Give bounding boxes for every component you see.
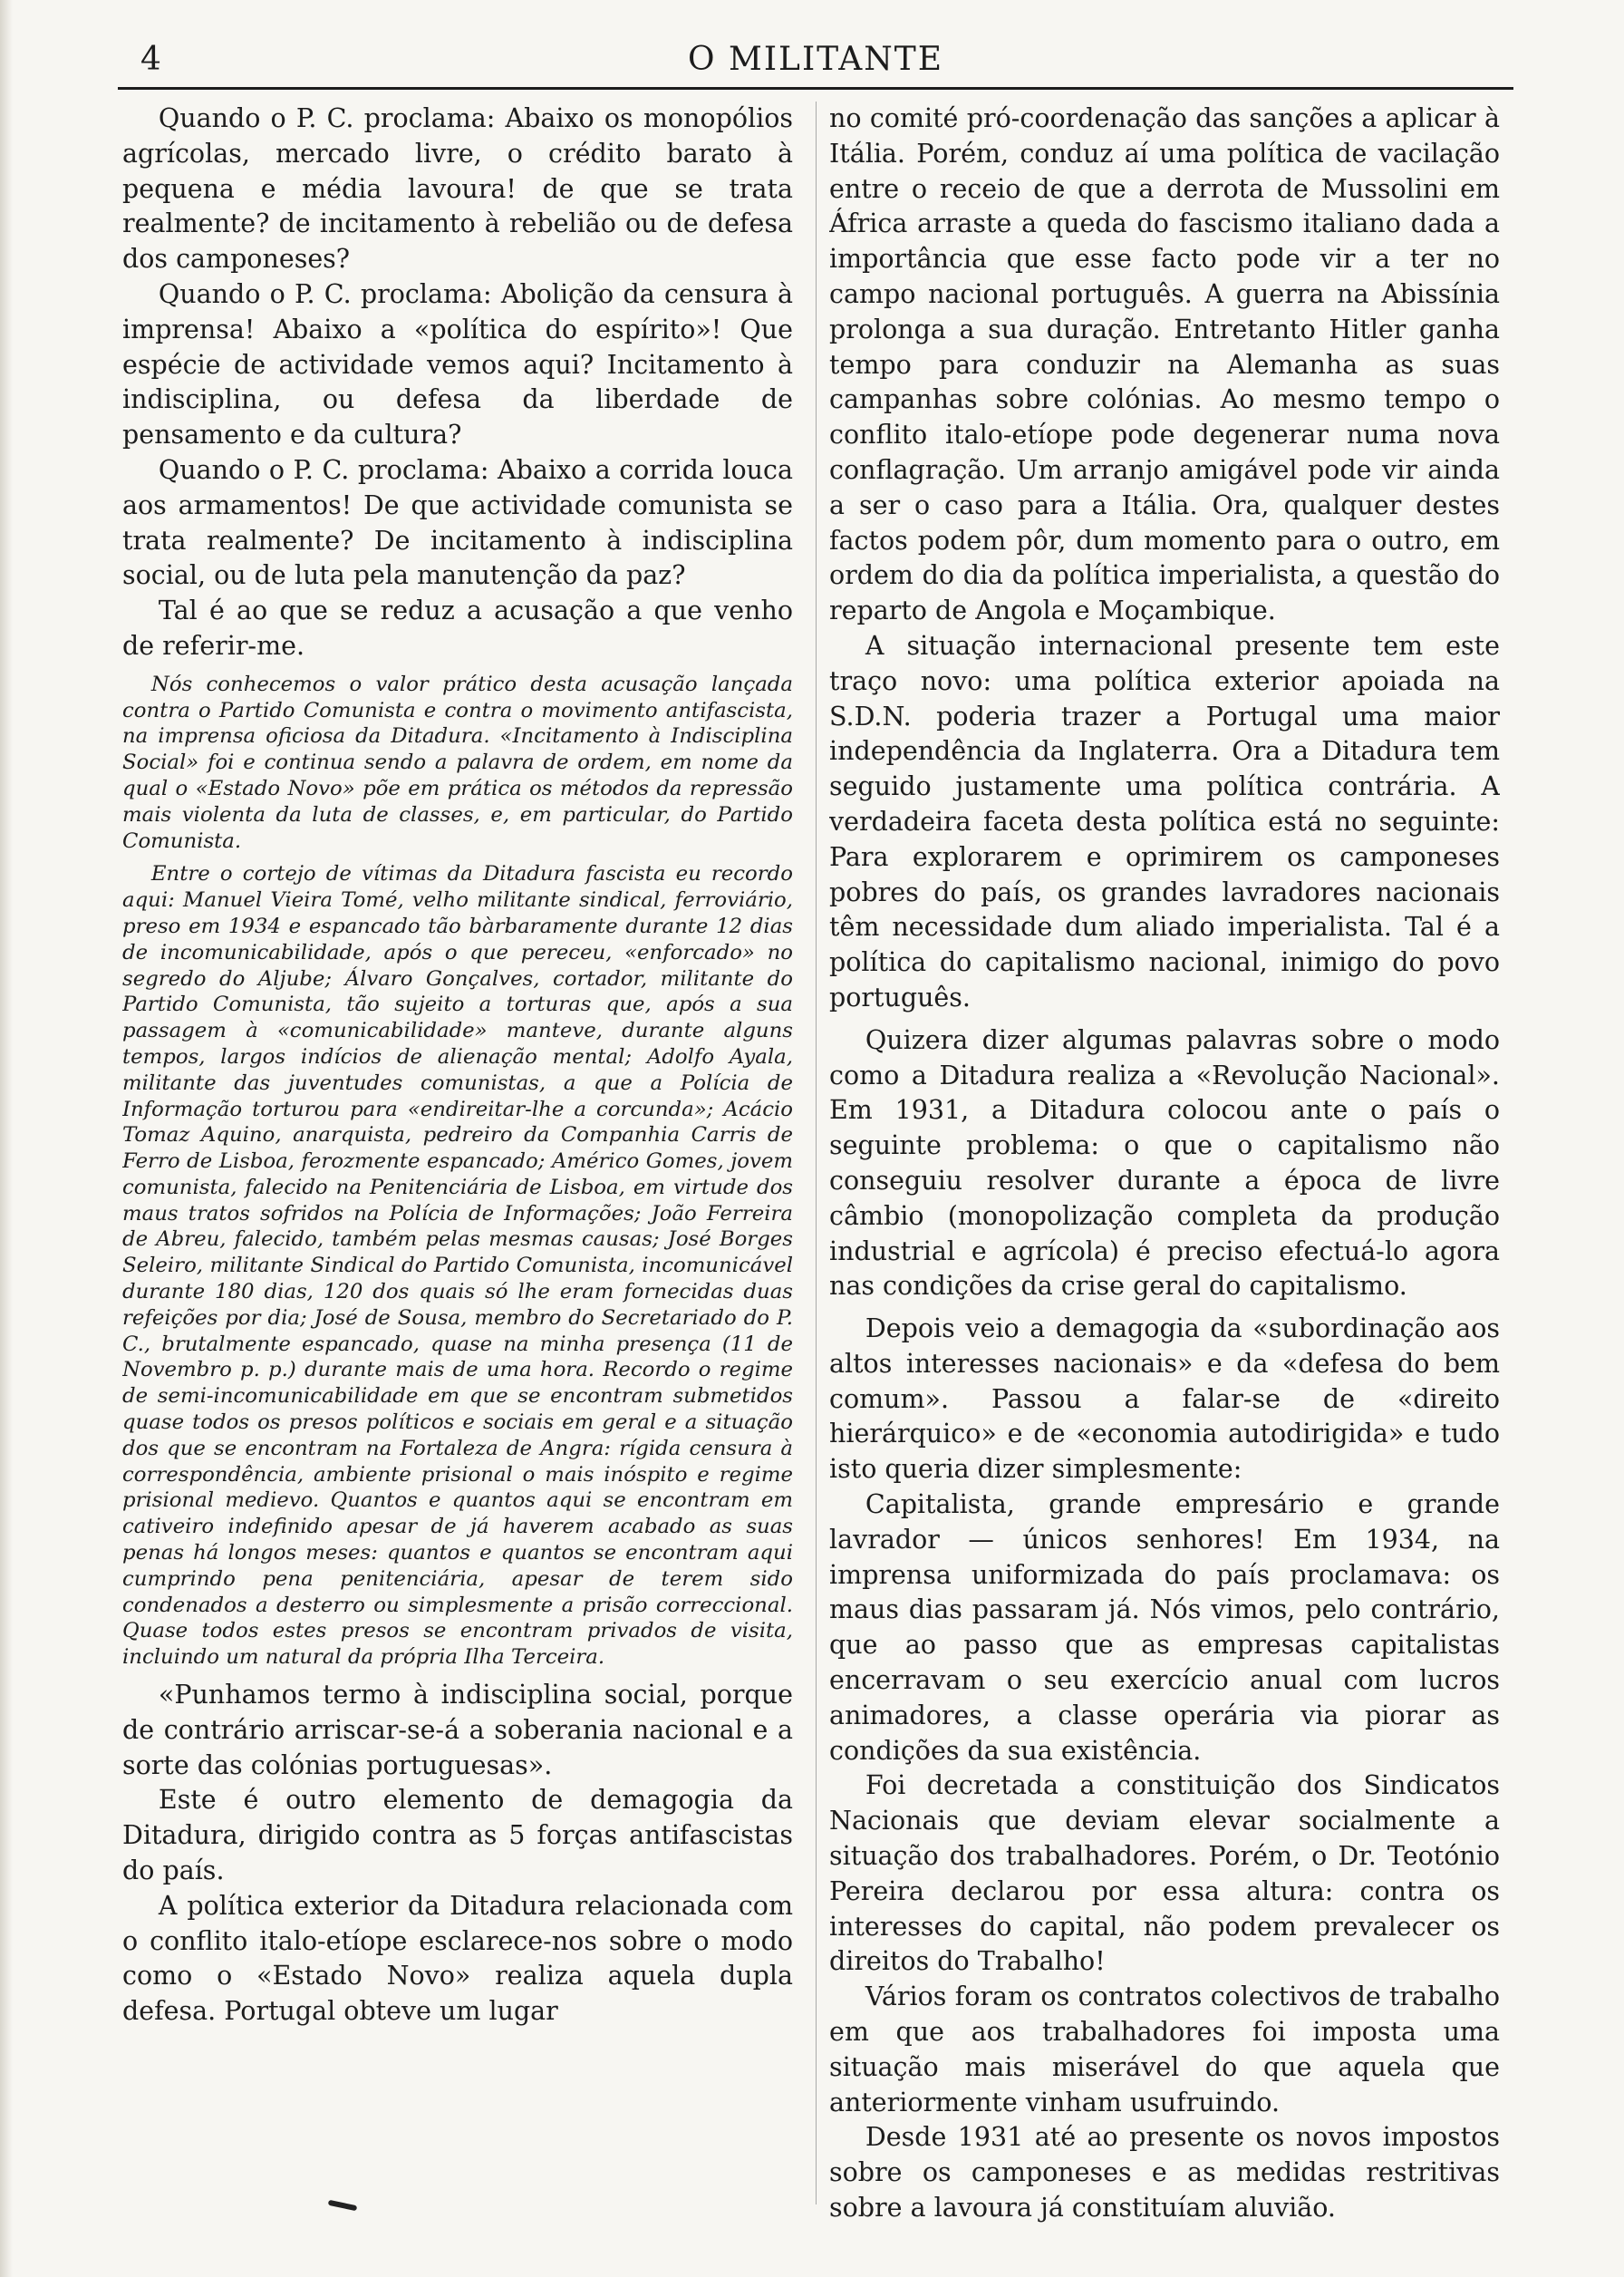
paragraph: A situação internacional presente tem este traço novo: uma política exterior apoiada na S.D.N. poderia trazer a Portugal uma maior independência da Inglaterra. Ora a Ditadura tem seguido justamente uma política contrária. A verdadeira faceta desta política está no seguinte: Para explorarem e oprimirem os camponeses pobres do país, os grandes lavradores nacionais têm necessidade dum aliado imperialista. Tal é a política do capitalismo nacional, inimigo do povo português.	[829, 630, 1500, 1013]
paragraph: Quizera dizer algumas palavras sobre o modo como a Ditadura realiza a «Revolução Nacional». Em 1931, a Ditadura colocou ante o país o seguinte problema: o que o capitalismo não conseguiu resolver durante a época de livre câmbio (monopolização completa da produção industrial e agrícola) é preciso efectuá-lo agora nas condições da crise geral do capitalismo.	[829, 1024, 1500, 1302]
paragraph: «Punhamos termo à indisciplina social, porque de contrário arriscar-se-á a soberania nacional e a sorte das colónias portuguesas».	[122, 1680, 793, 1780]
column-divider	[816, 102, 817, 2204]
paragraph: Depois veio a demagogia da «subordinação aos altos interesses nacionais» e da «defesa do bem comum». Passou a falar-se de «direito hierárquico» e de «economia autodirigida» e tudo isto queria dizer simplesmente:	[829, 1313, 1500, 1485]
page-number: 4	[140, 41, 161, 78]
ink-mark	[328, 2200, 358, 2212]
header-rule	[118, 87, 1513, 90]
paragraph: no comité pró-coordenação das sanções a aplicar à Itália. Porém, conduz aí uma política de vacilação entre o receio de que a derrota de Mussolini em África arraste a queda do fascismo italiano dada a importância que esse facto pode vir a ter no campo nacional português. A guerra na Abissínia prolonga a sua duração. Entretanto Hitler ganha tempo para conduzir na Alemanha as suas campanhas sobre colónias. Ao mesmo tempo o conflito italo-etíope pode degenerar numa nova conflagração. Um arranjo amigável pode vir ainda a ser o caso para a Itália. Ora, qualquer destes factos podem pôr, dum momento para o outro, em ordem do dia da política imperialista, a questão do reparto de Angola e Moçambique.	[829, 103, 1500, 626]
newspaper-title: O MILITANTE	[688, 41, 943, 78]
left-column	[122, 102, 793, 2030]
paragraph: Capitalista, grande empresário e grande lavrador — únicos senhores! Em 1934, na imprensa uniformizada do país proclamava: os maus dias passaram já. Nós vimos, pelo contrário, que ao passo que as empresas capitalistas encerravam o seu exercício anual com lucros animadores, a classe operária via piorar as condições da sua existência.	[829, 1489, 1500, 1766]
paragraph: Foi decretada a constituição dos Sindicatos Nacionais que deviam elevar socialmente a situação dos trabalhadores. Porém, o Dr. Teotónio Pereira declarou por essa altura: contra os interesses do capital, não podem prevalecer os direitos do Trabalho!	[829, 1770, 1500, 1977]
paragraph: Quando o P. C. proclama: Abaixo a corrida louca aos armamentos! De que actividade comunista se trata realmente? De incitamento à indisciplina social, ou de luta pela manutenção da paz?	[122, 454, 793, 591]
paragraph: Desde 1931 até ao presente os novos impostos sobre os camponeses e as medidas restritivas sobre a lavoura já constituíam aluvião.	[829, 2122, 1500, 2224]
paragraph: Tal é ao que se reduz a acusação a que venho de referir-me.	[122, 596, 793, 661]
paragraph: Quando o P. C. proclama: Abaixo os monopólios agrícolas, mercado livre, o crédito barato à pequena e média lavoura! de que se trata realmente? de incitamento à rebelião ou de defesa dos camponeses?	[122, 103, 793, 275]
italic-note: Entre o cortejo de vítimas da Ditadura fascista eu recordo aqui: Manuel Vieira Tomé, velho militante sindical, ferroviário, preso em 1934 e espancado tão bàrbaramente durante 12 dias de incomunicabilidade, após o que pereceu, «enforcado» no segredo do Aljube; Álvaro Gonçalves, cortador, militante do Partido Comunista, tão sujeito a torturas que, após a sua passagem à «comunicabilidade» manteve, durante alguns tempos, largos indícios de alienação mental; Adolfo Ayala, militante das juventudes comunistas, a que a Polícia de Informação torturou para «endireitar-lhe a corcunda»; Acácio Tomaz Aquino, anarquista, pedreiro da Companhia Carris de Ferro de Lisboa, ferozmente espancado; Américo Gomes, jovem comunista, falecido na Penitenciária de Lisboa, em virtude dos maus tratos sofridos na Polícia de Informações; João Ferreira de Abreu, falecido, também pelas mesmas causas; José Borges Seleiro, militante Sindical do Partido Comunista, incomunicável durante 180 dias, 120 dos quais só lhe eram fornecidas duas refeições por dia; José de Sousa, membro do Secretariado do P. C., brutalmente espancado, quase na minha presença (11 de Novembro p. p.) durante mais de uma hora. Recordo o regime de semi-incomunicabilidade em que se encontram submetidos quase todos os presos políticos e sociais em geral e a situação dos que se encontram na Fortaleza de Angra: rígida censura à correspondência, ambiente prisional o mais inóspito e regime prisional medievo. Quantos e quantos aqui se encontram em cativeiro indefinido apesar de já haverem acabado as suas penas há longos meses: quantos e quantos se encontram aqui cumprindo pena penitenciária, apesar de terem sido condenados a desterro ou simplesmente a prisão correccional. Quase todos estes presos se encontram privados de visita, incluindo um natural da própria Ilha Terceira.	[122, 862, 793, 1670]
paragraph: Quando o P. C. proclama: Abolição da censura à imprensa! Abaixo a «política do espírito»! Que espécie de actividade vemos aqui? Incitamento à indisciplina, ou defesa da liberdade de pensamento e da cultura?	[122, 278, 793, 451]
page-edge-shading	[0, 0, 13, 2277]
paragraph: Vários foram os contratos colectivos de trabalho em que aos trabalhadores foi imposta uma situação mais miserável do que aquela que anteriormente vinham usufruindo.	[829, 1981, 1500, 2117]
paragraph: Este é outro elemento de demagogia da Ditadura, dirigido contra as 5 forças antifascistas do país.	[122, 1785, 793, 1886]
right-column	[829, 102, 1500, 2226]
italic-note: Nós conhecemos o valor prático desta acusação lançada contra o Partido Comunista e contra o movimento antifascista, na imprensa oficiosa da Ditadura. «Incitamento à Indisciplina Social» foi e continua sendo a palavra de ordem, em nome da qual o «Estado Novo» põe em prática os métodos da repressão mais violenta da luta de classes, e, em particular, do Partido Comunista.	[122, 672, 793, 853]
paragraph: A política exterior da Ditadura relacionada com o conflito italo-etíope esclarece-nos sobre o modo como o «Estado Novo» realiza aquela dupla defesa. Portugal obteve um lugar	[122, 1890, 793, 2027]
